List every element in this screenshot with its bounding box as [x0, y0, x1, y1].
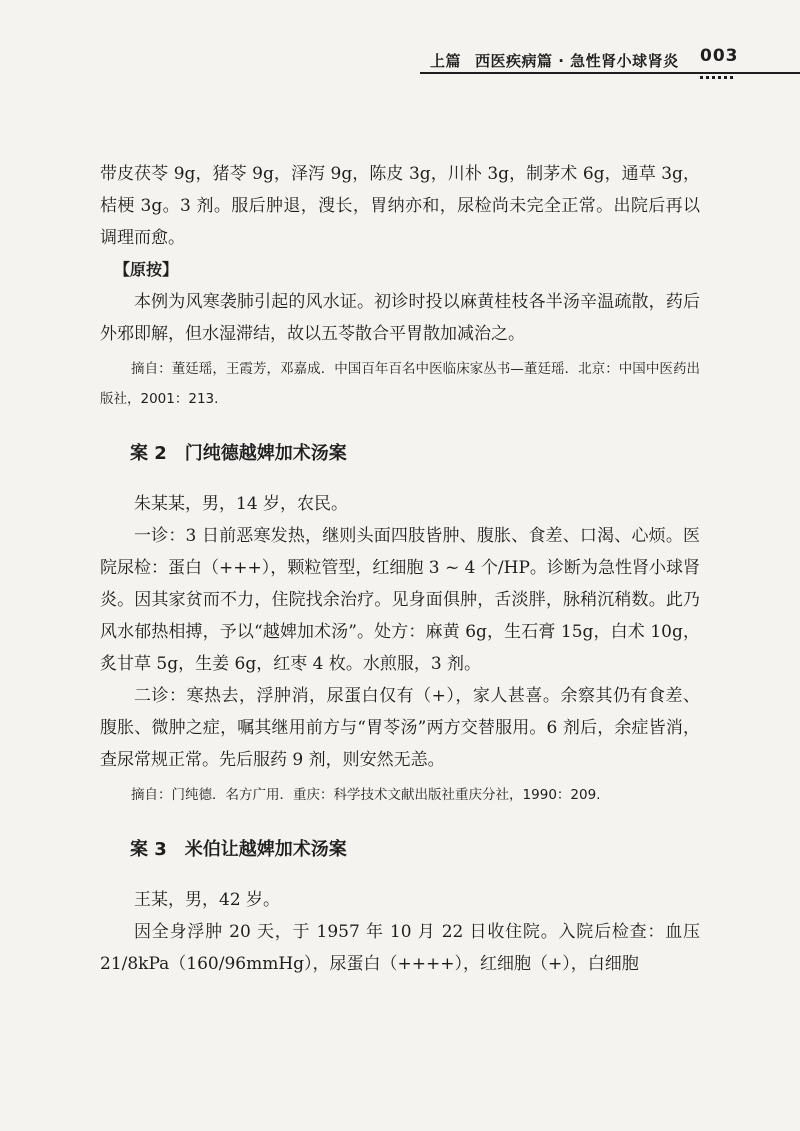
page-header — [100, 48, 800, 76]
case3-number: 案 3 — [130, 839, 167, 860]
header-rule — [420, 72, 800, 74]
case3-heading — [100, 834, 700, 866]
case3-patient: 王某，男，42 岁。 — [134, 890, 281, 910]
header-dots — [700, 76, 736, 79]
case1-prescription-paragraph: 带皮茯苓 9g，猪苓 9g，泽泻 9g，陈皮 3g，川朴 3g，制茅术 6g，通草 3g，桔梗 3g。3 剂。服后肿退，溲长，胃纳亦和，尿检尚未完全正常。出院后再以调理而愈。 — [100, 164, 700, 248]
case2-first-visit: 一诊：3 日前恶寒发热，继则头面四肢皆肿、腹胀、食差、口渴、心烦。医院尿检：蛋白（+++），颗粒管型，红细胞 3 ~ 4 个/HP。诊断为急性肾小球肾炎。因其家贫而不力，住院找余治疗。见身面俱肿，舌淡胖，脉稍沉稍数。此乃风水郁热相搏，予以“越婢加术汤”。处方：麻黄 6g，生石膏 15g，白术 10g，炙甘草 5g，生姜 6g，红枣 4 枚。水煎服，3 剂。 — [100, 526, 700, 674]
case3-admission: 因全身浮肿 20 天，于 1957 年 10 月 22 日收住院。入院后检查：血压 21/8kPa（160/96mmHg），尿蛋白（++++），红细胞（+），白细胞 — [100, 922, 700, 974]
original-note-paragraph: 本例为风寒袭肺引起的风水证。初诊时投以麻黄桂枝各半汤辛温疏散，药后外邪即解，但水湿滞结，故以五苓散合平胃散加减治之。 — [100, 292, 700, 344]
running-head — [430, 50, 679, 71]
case1-citation: 摘自：董廷瑶，王霞芳，邓嘉成．中国百年百名中医临床家丛书—董廷瑶．北京：中国中医药出版社，2001：213. — [100, 361, 700, 407]
case2-second-visit: 二诊：寒热去，浮肿消，尿蛋白仅有（+），家人甚喜。余察其仍有食差、腹胀、微肿之症，嘱其继用前方与“胃苓汤”两方交替服用。6 剂后，余症皆消，查尿常规正常。先后服药 9 剂，则安然无恙。 — [100, 686, 700, 770]
page-number: 003 — [700, 46, 739, 66]
case2-heading — [100, 438, 700, 470]
case3-title: 米伯让越婢加术汤案 — [184, 839, 347, 860]
case2-title: 门纯德越婢加术汤案 — [184, 443, 347, 464]
original-note-heading: 【原按】 — [114, 260, 179, 279]
case2-citation: 摘自：门纯德．名方广用．重庆：科学技术文献出版社重庆分社，1990：209. — [131, 787, 601, 803]
case2-patient: 朱某某，男，14 岁，农民。 — [134, 494, 349, 514]
running-head-part: 上篇 — [430, 52, 462, 70]
running-head-section: 西医疾病篇 · 急性肾小球肾炎 — [475, 52, 679, 70]
case2-number: 案 2 — [130, 443, 167, 464]
page-body — [100, 158, 700, 980]
